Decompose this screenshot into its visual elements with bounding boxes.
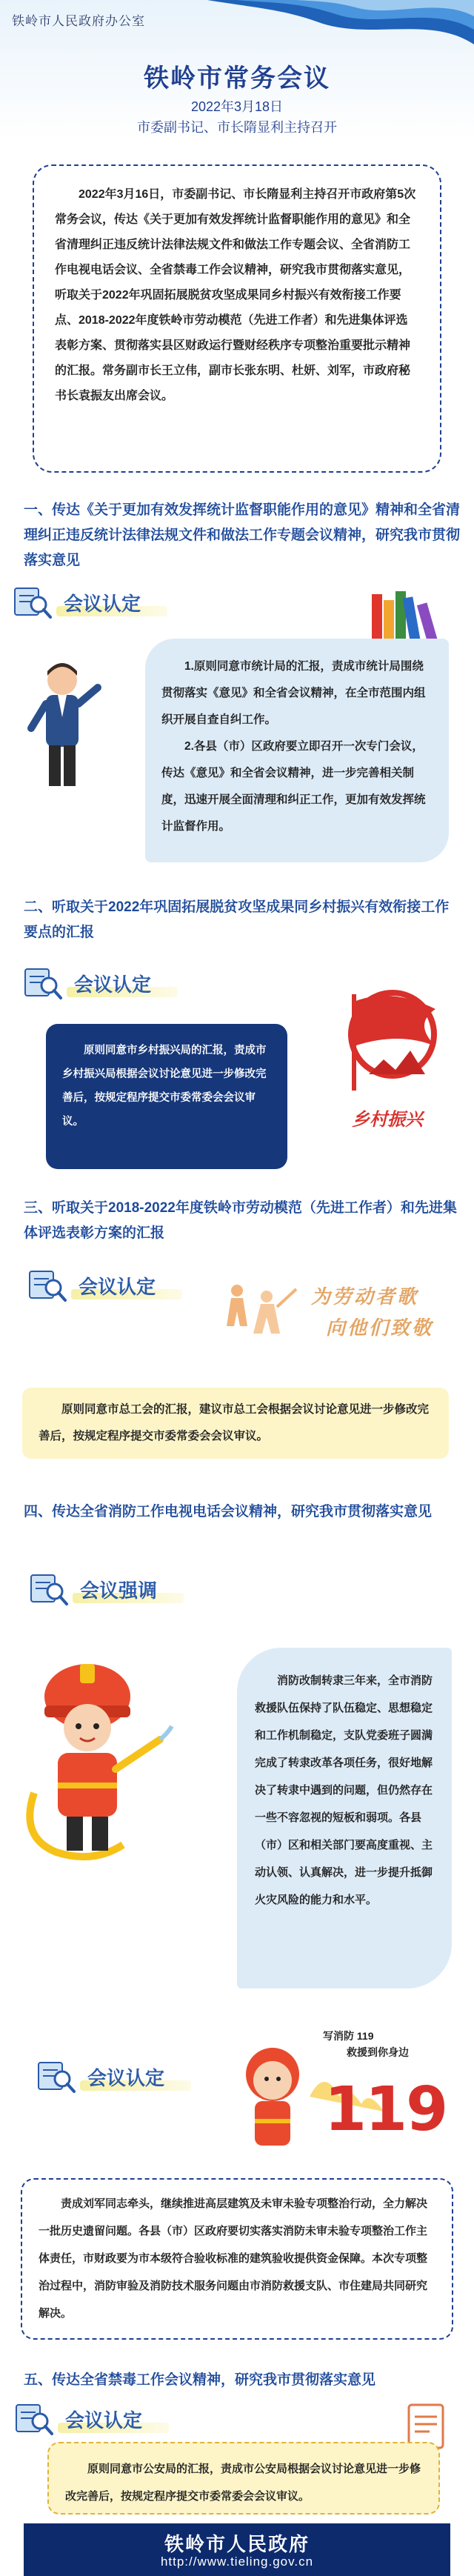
magnifier-icon (36, 2058, 77, 2095)
section-4-heading: 四、传达全省消防工作电视电话会议精神，研究我市贯彻落实意见 (24, 1504, 433, 1520)
magnifier-icon (12, 584, 53, 621)
section-1-label: 会议认定 (12, 584, 141, 621)
section-4-card-2 (21, 2178, 453, 2340)
firefighter-illustration (19, 1645, 175, 1867)
flag-icon (324, 979, 450, 1098)
fire-119-poster (236, 2023, 450, 2163)
section-5-card (47, 2442, 440, 2515)
magnifier-icon (22, 965, 64, 1002)
slogan-line-1: 为劳动者歌 (311, 1286, 419, 1308)
page-footer (24, 2523, 450, 2576)
section-3-heading: 三、听取关于2018-2022年度铁岭市劳动模范（先进工作者）和先进集体评选表彰方案的汇报 (24, 1200, 457, 1241)
section-5-para-1: 原则同意市公安局的汇报，责成市公安局根据会议讨论意见进一步修改完善后，按规定程序提交市委常委会会议审议。 (65, 2463, 421, 2503)
meeting-date: 2022年3月18日 (190, 99, 284, 114)
section-1-para-1: 1.原则同意市统计局的汇报，责成市统计局围绕贯彻落实《意见》和全省会议精神，在全市范围内组织开展自查自纠工作。 (161, 660, 426, 726)
section-3-card (22, 1388, 449, 1459)
badge-label: 乡村振兴 (352, 1110, 423, 1130)
section-2-card (46, 1024, 287, 1169)
slogan-line-2: 向他们致敬 (326, 1317, 434, 1339)
section-4-para-1: 消防改制转隶三年来，全市消防救援队伍保持了队伍稳定、思想稳定和工作机制稳定，支队党委班子圆满完成了转隶改革各项任务，很好地解决了转隶中遇到的问题，但仍然存在一些不容忽视的短板和弱项。各县（市）区和相关部门要高度重视、主动认领、认真解决，进一步提升抵御火灾风险的能力和水平。 (255, 1674, 433, 1906)
section-3-label: 会议认定 (27, 1267, 156, 1304)
header-wave-decoration (207, 0, 474, 52)
office-name: 铁岭市人民政府办公室 (12, 14, 145, 28)
section-2-para-1: 原则同意市乡村振兴局的汇报，责成市乡村振兴局根据会议讨论意见进一步修改完善后，按规定程序提交市委常委会会议审议。 (62, 1045, 267, 1128)
section-5-label: 会议认定 (13, 2400, 142, 2437)
footer-url[interactable]: http://www.tieling.gov.cn (160, 2555, 314, 2569)
section-2-heading: 二、听取关于2022年巩固拓展脱贫攻坚成果同乡村振兴有效衔接工作要点的汇报 (24, 899, 450, 940)
footer-name: 铁岭市人民政府 (164, 2533, 310, 2555)
rural-revitalization-badge (324, 979, 450, 1135)
poster-number: 119 (324, 2074, 447, 2145)
section-3-para-1: 原则同意市总工会的汇报，建议市总工会根据会议讨论意见进一步修改完善后，按规定程序提交市委常委会会议审议。 (39, 1403, 430, 1442)
section-2-label: 会议认定 (22, 965, 151, 1002)
labor-slogan-art (215, 1274, 444, 1356)
section-5-heading: 五、传达全省禁毒工作会议精神，研究我市贯彻落实意见 (24, 2372, 376, 2388)
poster-line-1: 写消防 119 (323, 2030, 374, 2042)
intro-box (33, 164, 441, 473)
magnifier-icon (28, 1571, 70, 1608)
page-title: 铁岭市常务会议 (144, 64, 330, 93)
teacher-illustration (16, 658, 105, 791)
magnifier-icon (13, 2400, 55, 2437)
section-4-label-2: 会议认定 (36, 2058, 164, 2095)
intro-text: 2022年3月16日，市委副书记、市长隋显利主持召开市政府第5次常务会议，传达《关于更加有效发挥统计监督职能作用的意见》和全省清理纠正违反统计法律法规文件和做法工作专题会议、全省消防工作电视电话会议、全省禁毒工作会议精神，研究我市贯彻落实意见，听取关于2022年巩固拓展脱贫攻坚成果同乡村振兴有效衔接工作要点、2018-2022年度铁岭市劳动模范（先进工作者）和先进集体评选表彰方案、贯彻落实县区财政运行暨财经秩序专项整治重要批示精神的汇报。常务副市长王立伟，副市长张东明、杜妍、刘军，市政府秘书长袁振友出席会议。 (55, 188, 416, 402)
section-4-card (237, 1648, 452, 1988)
workers-silhouette-icon (215, 1274, 304, 1356)
magnifier-icon (27, 1267, 68, 1304)
section-1-card (145, 639, 449, 862)
section-4-para-2: 责成刘军同志牵头，继续推进高层建筑及未审未验专项整治行动，全力解决一批历史遗留问题。各县（市）区政府要切实落实消防未审未验专项整治工作主体责任，市财政要为市本级符合验收标准的建筑验收提供资金保障。本次专项整治过程中，消防审验及消防技术服务问题由市消防救援支队、市住建局共同研究解决。 (39, 2197, 428, 2320)
meeting-host: 市委副书记、市长隋显利主持召开 (137, 120, 337, 135)
page-header (0, 0, 474, 141)
section-1-heading: 一、传达《关于更加有效发挥统计监督职能作用的意见》精神和全省清理纠正违反统计法律法规文件和做法工作专题会议精神，研究我市贯彻落实意见 (24, 502, 461, 568)
section-4-label: 会议强调 (28, 1571, 157, 1608)
poster-line-2: 救援到你身边 (347, 2046, 409, 2058)
section-1-para-2: 2.各县（市）区政府要立即召开一次专门会议，传达《意见》和全省会议精神，进一步完善相关制度，迅速开展全面清理和纠正工作，更加有效发挥统计监督作用。 (161, 740, 426, 833)
